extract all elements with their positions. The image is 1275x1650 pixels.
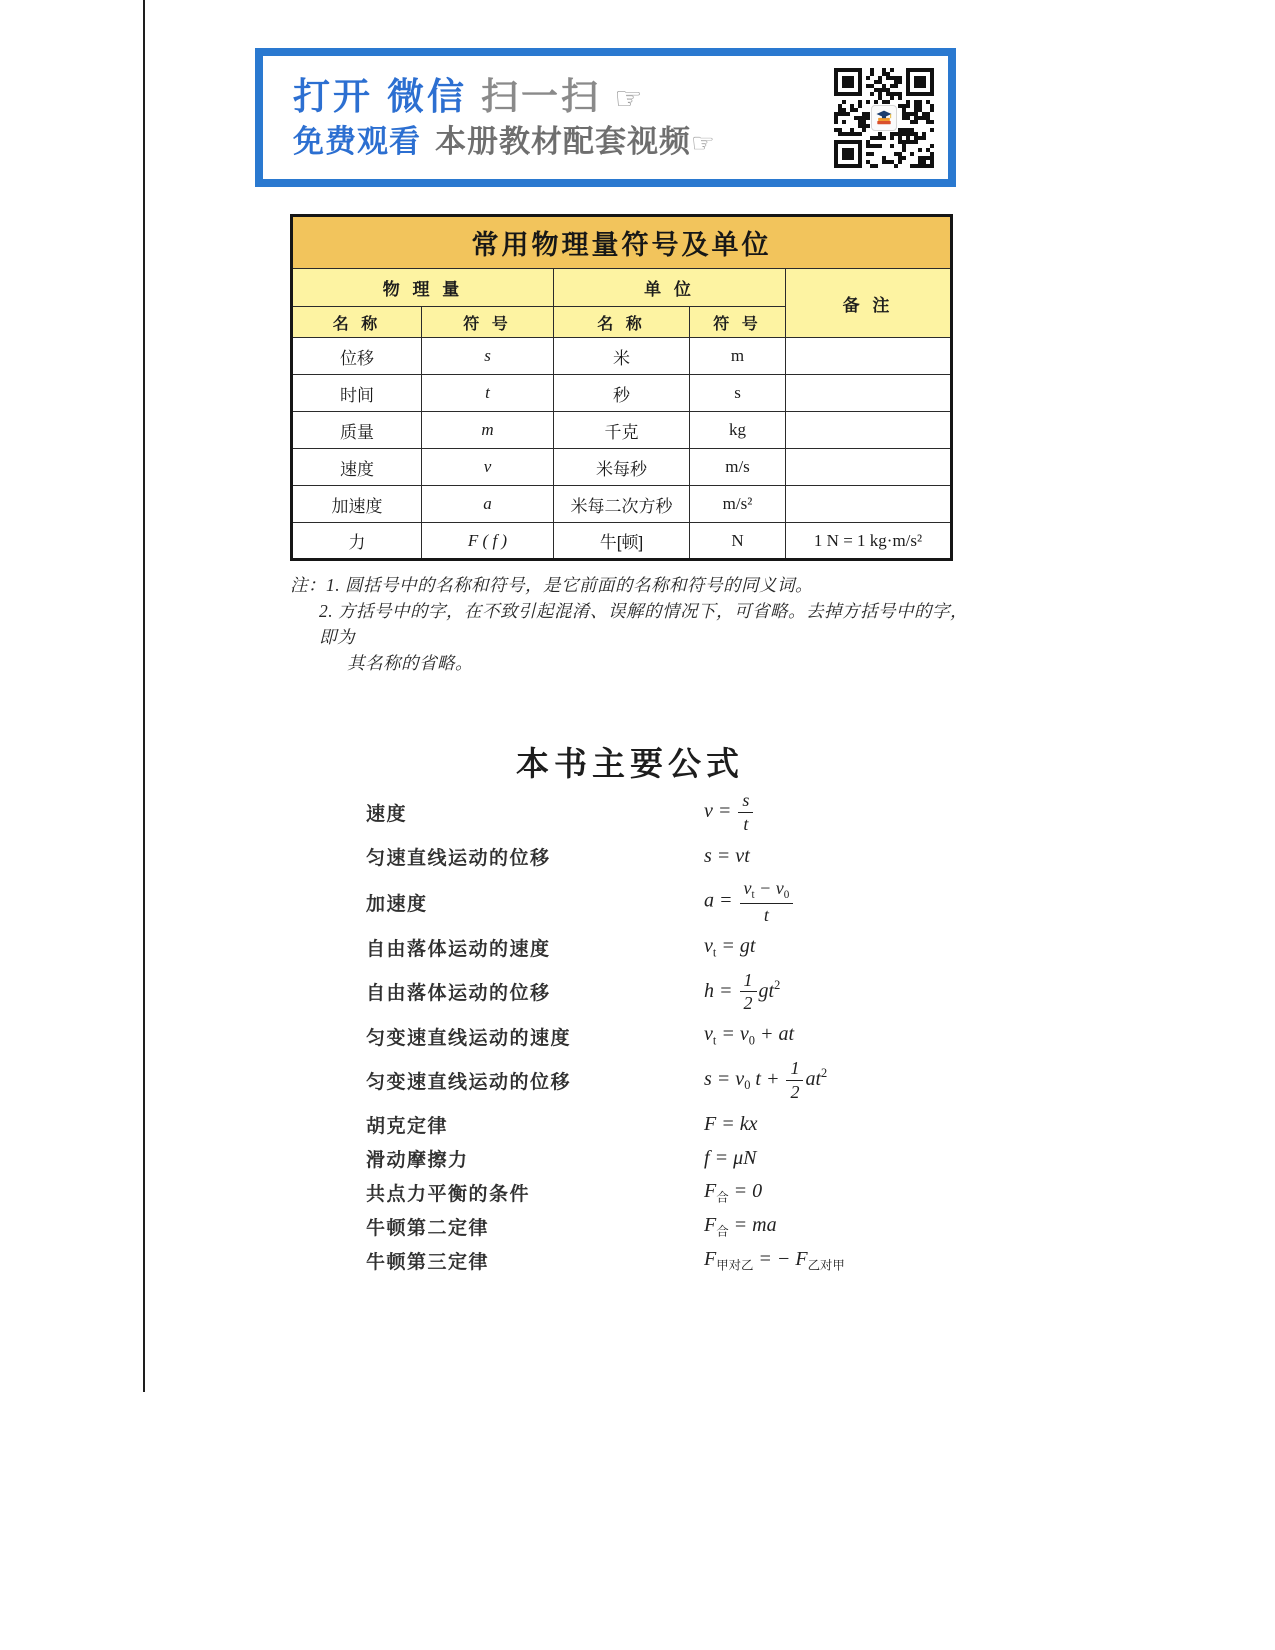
formula-row	[366, 788, 926, 836]
unit-name: 米	[554, 338, 690, 375]
formula-expression: $F_{甲对乙}$ = − $F_{乙对甲}$	[704, 1247, 845, 1273]
formula-expression: v = $\frac{s}{t}$	[704, 788, 755, 836]
unit-symbol: m/s	[690, 449, 786, 486]
pointing-hand-icon: ☞	[614, 81, 643, 117]
formula-row	[366, 968, 926, 1016]
formula-label: 滑动摩擦力	[366, 1150, 469, 1172]
quantity-symbol: m	[422, 412, 554, 449]
formula-label: 匀变速直线运动的速度	[366, 1027, 572, 1049]
formula-expression: s = vt	[704, 844, 750, 867]
banner-video-text: 本册教材配套视频	[435, 124, 691, 160]
quantity-name: 位移	[292, 338, 422, 375]
pointing-hand-icon: ☞	[691, 128, 715, 159]
quantity-name: 力	[292, 523, 422, 560]
table-row	[292, 486, 952, 523]
unit-name: 牛[顿]	[554, 523, 690, 560]
banner-scan-text: 扫一扫	[481, 76, 601, 118]
formula-expression: $F_合$ = ma	[704, 1213, 777, 1239]
banner-open-text: 打开	[293, 76, 373, 118]
physical-quantities-table	[290, 214, 953, 561]
unit-symbol: s	[690, 375, 786, 412]
note-line-1: 注：1. 圆括号中的名称和符号，是它前面的名称和符号的同义词。	[290, 575, 813, 595]
quantity-name: 速度	[292, 449, 422, 486]
formula-expression: F = kx	[704, 1113, 758, 1136]
quantity-symbol: t	[422, 375, 554, 412]
formula-label: 共点力平衡的条件	[366, 1184, 531, 1206]
formula-expression: $v_t$ = gt	[704, 935, 756, 960]
table-row	[292, 338, 952, 375]
remark	[786, 486, 952, 523]
quantity-symbol: v	[422, 449, 554, 486]
banner-line1	[293, 72, 834, 122]
banner-wechat-text: 微信	[387, 76, 467, 118]
unit-symbol: N	[690, 523, 786, 560]
formula-row	[366, 1111, 926, 1139]
remark: 1 N = 1 kg·m/s²	[786, 523, 952, 560]
formula-expression: h = $\frac{1}{2}$ $gt^2$	[704, 969, 781, 1014]
quantity-name: 加速度	[292, 486, 422, 523]
quantity-name: 质量	[292, 412, 422, 449]
unit-name: 米每二次方秒	[554, 486, 690, 523]
graduation-cap-books-icon	[871, 105, 897, 131]
formula-label: 加速度	[366, 893, 428, 915]
note-line-3: 其名称的省略。	[347, 653, 473, 673]
formula-expression: a = $\frac{v_t - v_0}{t}$	[704, 876, 795, 927]
formula-expression: $F_合 = 0$	[704, 1179, 763, 1205]
qr-code	[834, 68, 934, 168]
formula-row	[366, 1145, 926, 1173]
subheader-name: 名 称	[292, 307, 422, 338]
formula-expression: $s = v_0$ t + $\frac{1}{2}$ $at^2$	[704, 1058, 828, 1102]
formula-label: 牛顿第三定律	[366, 1252, 490, 1274]
note-line-2: 2. 方括号中的字，在不致引起混淆、误解的情况下，可省略。去掉方括号中的字，即为	[319, 601, 968, 647]
unit-symbol: m	[690, 338, 786, 375]
formula-label: 自由落体运动的速度	[366, 939, 551, 961]
table-notes	[290, 572, 970, 676]
formula-row	[366, 1179, 926, 1207]
formula-label: 自由落体运动的位移	[366, 983, 551, 1005]
table-row	[292, 375, 952, 412]
subheader-unit-symbol: 符 号	[690, 307, 786, 338]
formula-row	[366, 1022, 926, 1050]
formula-expression: $v_t = v_0$ + at	[704, 1023, 794, 1048]
formula-row	[366, 876, 926, 927]
remark	[786, 449, 952, 486]
remark	[786, 412, 952, 449]
table-group-header-row	[292, 269, 952, 307]
table-row	[292, 523, 952, 560]
formula-label: 牛顿第二定律	[366, 1218, 490, 1240]
unit-name: 米每秒	[554, 449, 690, 486]
remark	[786, 338, 952, 375]
quantity-symbol: s	[422, 338, 554, 375]
banner-line2	[293, 122, 834, 162]
formula-row	[366, 934, 926, 962]
banner-free-text: 免费观看	[293, 124, 421, 160]
unit-name: 千克	[554, 412, 690, 449]
wechat-scan-banner	[255, 48, 956, 187]
formula-row	[366, 1247, 926, 1275]
table-title: 常用物理量符号及单位	[292, 216, 952, 269]
formula-label: 速度	[366, 803, 408, 825]
unit-symbol: kg	[690, 412, 786, 449]
formula-row	[366, 1056, 926, 1104]
subheader-symbol: 符 号	[422, 307, 554, 338]
header-remark: 备 注	[786, 269, 952, 338]
unit-symbol: m/s²	[690, 486, 786, 523]
left-margin-line	[143, 0, 145, 1392]
table-title-row	[292, 216, 952, 269]
formula-list	[366, 788, 926, 1281]
formula-expression: f = μN	[704, 1147, 757, 1170]
header-quantity: 物 理 量	[292, 269, 554, 307]
formula-label: 匀速直线运动的位移	[366, 847, 551, 869]
table-row	[292, 449, 952, 486]
header-unit: 单 位	[554, 269, 786, 307]
formula-row	[366, 842, 926, 870]
formula-label: 胡克定律	[366, 1116, 449, 1138]
quantity-symbol: a	[422, 486, 554, 523]
quantity-name: 时间	[292, 375, 422, 412]
subheader-unit-name: 名 称	[554, 307, 690, 338]
table-row	[292, 412, 952, 449]
formula-label: 匀变速直线运动的位移	[366, 1071, 572, 1093]
quantity-symbol: F ( f )	[422, 523, 554, 560]
unit-name: 秒	[554, 375, 690, 412]
formulas-section-title: 本书主要公式	[516, 747, 744, 783]
remark	[786, 375, 952, 412]
formula-row	[366, 1213, 926, 1241]
banner-text	[263, 72, 834, 162]
